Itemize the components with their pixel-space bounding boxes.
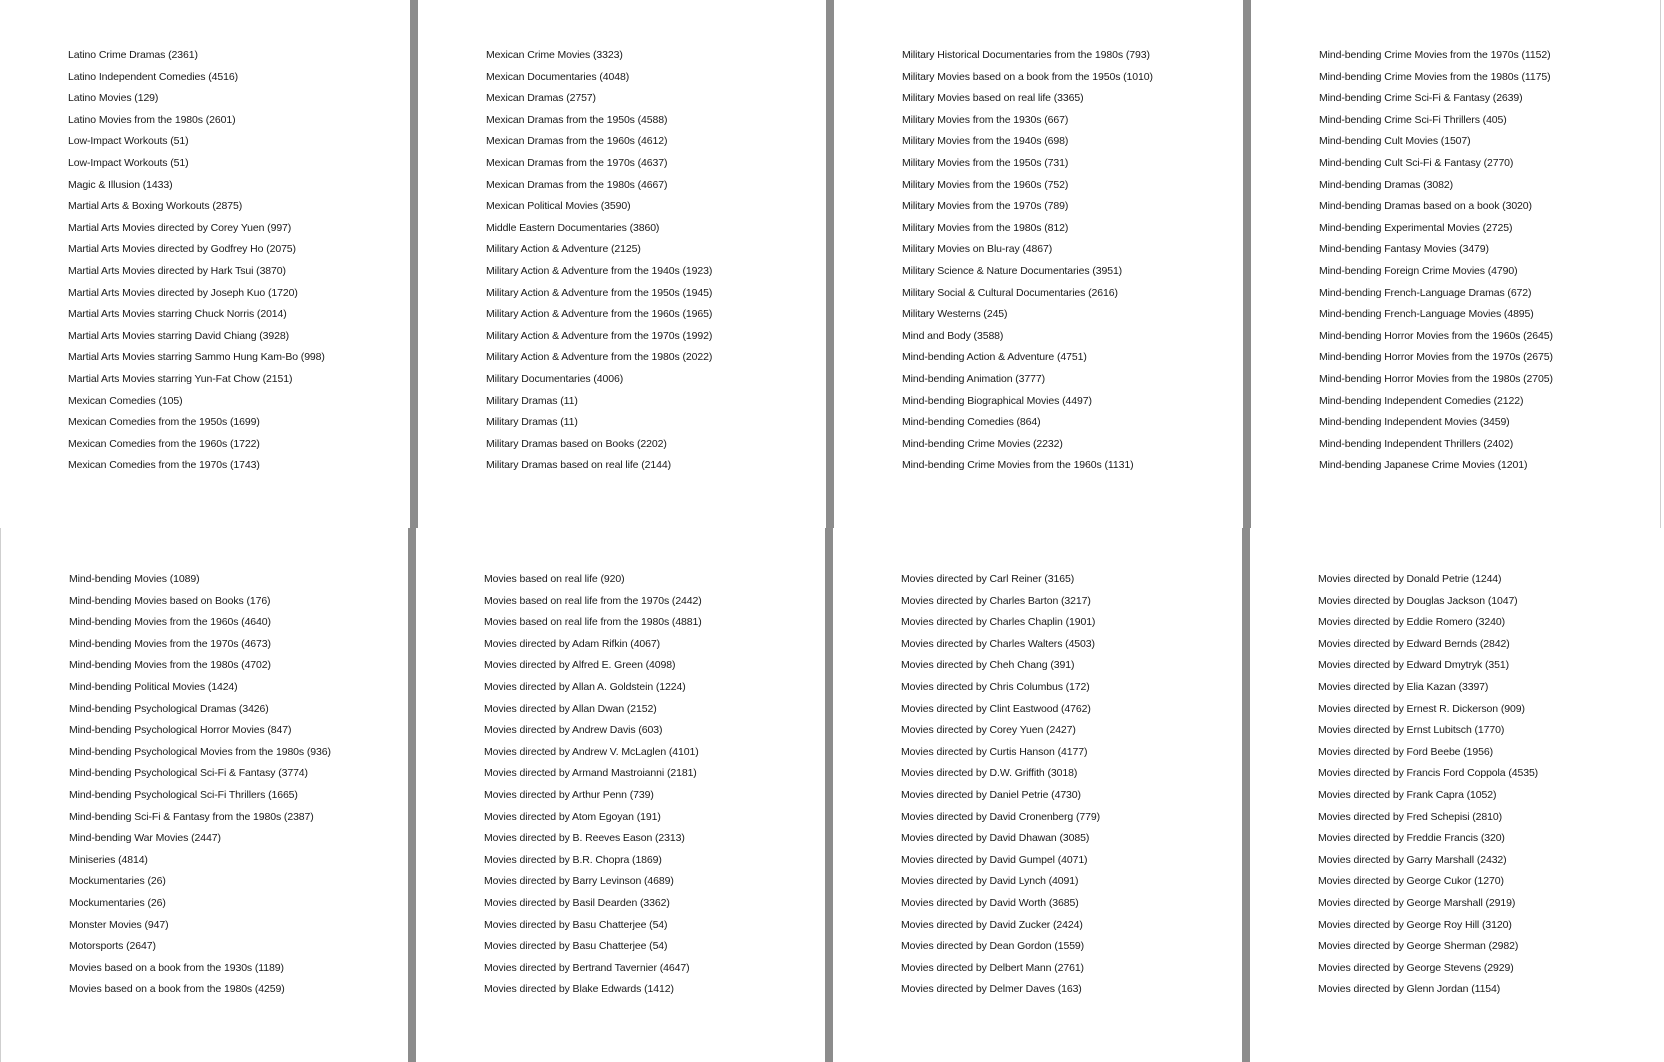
list-item: Mind-bending Crime Movies (2232) [902, 437, 1063, 450]
list-item: Mind-bending Cult Movies (1507) [1319, 135, 1471, 148]
list-item: Movies directed by George Stevens (2929) [1318, 961, 1514, 974]
list-item: Mexican Comedies from the 1960s (1722) [68, 437, 260, 450]
list-item: Movies directed by Dean Gordon (1559) [901, 940, 1085, 953]
list-item: Martial Arts & Boxing Workouts (2875) [68, 200, 243, 213]
list-item: Movies directed by Fred Schepisi (2810) [1318, 810, 1503, 823]
list-item: Mind-bending Independent Comedies (2122) [1319, 394, 1524, 407]
list-item: Mind-bending Psychological Sci-Fi Thrillers (1665) [69, 789, 298, 801]
list-item: Movies directed by Adam Rifkin (4067) [484, 637, 661, 650]
list-item: Movies based on real life from the 1970s (2442) [484, 594, 702, 607]
list-item: Movies directed by George Marshall (2919) [1318, 897, 1516, 909]
list-item: Military Documentaries (4006) [486, 373, 624, 385]
list-item: Mind-bending Dramas based on a book (3020) [1319, 200, 1532, 213]
list-item: Movies directed by D.W. Griffith (3018) [901, 767, 1078, 780]
list-item: Mockumentaries (26) [69, 897, 166, 909]
list-item: Mind-bending Psychological Sci-Fi & Fantasy (3774) [69, 767, 308, 780]
list-item: Mind-bending Horror Movies from the 1960s (2645) [1319, 329, 1553, 342]
list-item: Mind-bending Movies based on Books (176) [69, 594, 271, 607]
list-item: Military Action & Adventure from the 1940s (1923) [486, 265, 713, 277]
list-item: Mind-bending Movies from the 1970s (4673) [69, 637, 271, 650]
list-item: Mind-bending Fantasy Movies (3479) [1319, 243, 1489, 256]
document-page-3 [834, 0, 1243, 528]
list-item: Movies directed by Bertrand Tavernier (4647) [484, 961, 690, 974]
list-item: Movies directed by David Zucker (2424) [901, 918, 1083, 931]
list-item: Movies directed by Charles Barton (3217) [901, 594, 1091, 607]
list-item: Movies directed by Corey Yuen (2427) [901, 724, 1076, 737]
list-item: Movies directed by Allan Dwan (2152) [484, 702, 657, 715]
list-item: Military Action & Adventure from the 1980s (2022) [486, 351, 713, 364]
list-item: Movies directed by Donald Petrie (1244) [1318, 573, 1502, 585]
list-item: Movies directed by David Lynch (4091) [901, 875, 1079, 888]
page-gap-2 [826, 0, 834, 528]
list-item: Martial Arts Movies starring Yun-Fat Chow (2151) [68, 373, 293, 385]
list-item: Mexican Dramas from the 1950s (4588) [486, 113, 668, 126]
list-item: Military Movies on Blu-ray (4867) [902, 243, 1053, 256]
list-item: Military Dramas (11) [486, 394, 578, 407]
list-item: Mind-bending Psychological Movies from the 1980s (936) [69, 745, 331, 758]
list-item: Movies directed by Blake Edwards (1412) [484, 983, 674, 996]
page-gap-1 [410, 0, 418, 528]
list-item: Military Social & Cultural Documentaries (2616) [902, 286, 1118, 299]
list-item: Movies directed by Armand Mastroianni (2181) [484, 767, 697, 780]
list-item: Military Historical Documentaries from the 1980s (793) [902, 49, 1150, 61]
list-item: Military Movies from the 1970s (789) [902, 200, 1069, 213]
list-item: Mind-bending French-Language Movies (4895) [1319, 308, 1534, 321]
list-item: Mind and Body (3588) [902, 329, 1004, 342]
document-page-6 [416, 528, 825, 1062]
list-item: Mind-bending Foreign Crime Movies (4790) [1319, 265, 1518, 277]
list-item: Military Action & Adventure from the 1960s (1965) [486, 308, 713, 321]
list-item: Martial Arts Movies directed by Godfrey Ho (2075) [68, 243, 296, 256]
list-item: Martial Arts Movies directed by Hark Tsui (3870) [68, 265, 286, 277]
list-item: Movies directed by Basu Chatterjee (54) [484, 940, 668, 953]
list-item: Movies based on a book from the 1930s (1189) [69, 961, 284, 974]
list-item: Mind-bending Japanese Crime Movies (1201) [1319, 459, 1528, 472]
list-item: Martial Arts Movies starring Chuck Norris (2014) [68, 308, 287, 321]
page-edge-right [1660, 0, 1661, 528]
document-page-5 [1, 528, 408, 1062]
list-item: Low-Impact Workouts (51) [68, 135, 189, 148]
list-item: Mexican Crime Movies (3323) [486, 49, 623, 61]
list-item: Mexican Comedies (105) [68, 394, 183, 407]
list-item: Movies directed by Ford Beebe (1956) [1318, 745, 1493, 758]
list-item: Latino Crime Dramas (2361) [68, 49, 198, 61]
list-item: Military Action & Adventure from the 1950s (1945) [486, 286, 713, 299]
list-item: Military Science & Nature Documentaries (3951) [902, 265, 1123, 277]
list-item: Mind-bending Cult Sci-Fi & Fantasy (2770) [1319, 157, 1514, 169]
list-item: Martial Arts Movies starring David Chiang (3928) [68, 329, 290, 342]
list-item: Military Dramas based on real life (2144) [486, 459, 671, 472]
list-item: Military Action & Adventure (2125) [486, 243, 641, 256]
list-item: Movies directed by George Roy Hill (3120) [1318, 918, 1512, 931]
list-item: Movies directed by Clint Eastwood (4762) [901, 702, 1091, 715]
list-item: Mind-bending Horror Movies from the 1970s (2675) [1319, 351, 1553, 364]
list-item: Motorsports (2647) [69, 940, 156, 953]
list-item: Mind-bending Independent Thrillers (2402) [1319, 437, 1514, 450]
list-item: Movies directed by Curtis Hanson (4177) [901, 745, 1088, 758]
list-item: Mind-bending French-Language Dramas (672) [1319, 286, 1532, 299]
list-item: Movies directed by Edward Bernds (2842) [1318, 637, 1510, 650]
list-item: Military Movies based on real life (3365) [902, 92, 1084, 105]
list-item: Movies directed by Cheh Chang (391) [901, 659, 1075, 672]
list-item: Mind-bending Crime Movies from the 1980s (1175) [1319, 70, 1551, 83]
list-item: Mind-bending Comedies (864) [902, 416, 1041, 429]
list-item: Mexican Dramas from the 1970s (4637) [486, 157, 668, 169]
list-item: Mind-bending Movies from the 1960s (4640) [69, 616, 271, 629]
document-page-8 [1250, 528, 1664, 1062]
list-item: Mexican Dramas (2757) [486, 92, 596, 105]
list-item: Movies directed by B.R. Chopra (1869) [484, 853, 662, 866]
list-item: Mexican Dramas from the 1960s (4612) [486, 135, 668, 148]
list-item: Mexican Comedies from the 1970s (1743) [68, 459, 260, 472]
list-item: Mind-bending Crime Movies from the 1970s (1152) [1319, 49, 1551, 61]
list-item: Mind-bending War Movies (2447) [69, 832, 221, 845]
list-item: Military Movies from the 1930s (667) [902, 113, 1069, 126]
page-gap-5 [825, 528, 833, 1062]
list-item: Movies directed by Basil Dearden (3362) [484, 897, 670, 909]
list-item: Latino Movies from the 1980s (2601) [68, 113, 236, 126]
list-item: Movies directed by Charles Walters (4503) [901, 637, 1095, 650]
document-page-4 [1251, 0, 1660, 528]
list-item: Mind-bending Crime Movies from the 1960s (1131) [902, 459, 1134, 472]
document-page-1 [0, 0, 410, 528]
list-item: Mind-bending Action & Adventure (4751) [902, 351, 1087, 364]
list-item: Movies directed by Alfred E. Green (4098) [484, 659, 676, 672]
list-item: Mind-bending Movies (1089) [69, 573, 200, 585]
list-item: Movies directed by David Gumpel (4071) [901, 853, 1088, 866]
list-item: Mind-bending Psychological Dramas (3426) [69, 702, 269, 715]
list-item: Military Movies from the 1960s (752) [902, 178, 1069, 191]
list-item: Military Movies from the 1950s (731) [902, 157, 1069, 169]
list-item: Miniseries (4814) [69, 853, 148, 866]
list-item: Mind-bending Crime Sci-Fi & Fantasy (2639) [1319, 92, 1523, 105]
list-item: Middle Eastern Documentaries (3860) [486, 221, 660, 234]
list-item: Mexican Comedies from the 1950s (1699) [68, 416, 260, 429]
list-item: Martial Arts Movies starring Sammo Hung Kam-Bo (998) [68, 351, 325, 364]
list-item: Martial Arts Movies directed by Joseph Kuo (1720) [68, 286, 298, 299]
list-item: Movies directed by Freddie Francis (320) [1318, 832, 1505, 845]
list-item: Mind-bending Sci-Fi & Fantasy from the 1980s (2387) [69, 810, 314, 823]
document-page-2 [418, 0, 826, 528]
list-item: Movies directed by Frank Capra (1052) [1318, 789, 1497, 801]
list-item: Movies directed by Glenn Jordan (1154) [1318, 983, 1501, 996]
list-item: Latino Independent Comedies (4516) [68, 70, 238, 83]
list-item: Movies directed by Chris Columbus (172) [901, 681, 1090, 693]
list-item: Movies based on real life (920) [484, 573, 625, 585]
list-item: Mind-bending Dramas (3082) [1319, 178, 1453, 191]
list-item: Low-Impact Workouts (51) [68, 157, 189, 169]
list-item: Movies directed by Garry Marshall (2432) [1318, 853, 1507, 866]
list-item: Mind-bending Independent Movies (3459) [1319, 416, 1510, 429]
list-item: Movies directed by Allan A. Goldstein (1224) [484, 681, 686, 693]
list-item: Movies directed by Barry Levinson (4689) [484, 875, 674, 888]
list-item: Military Movies from the 1980s (812) [902, 221, 1069, 234]
list-item: Movies directed by B. Reeves Eason (2313) [484, 832, 685, 845]
list-item: Mexican Political Movies (3590) [486, 200, 631, 213]
document-page-7 [833, 528, 1242, 1062]
list-item: Movies directed by Andrew V. McLaglen (4101) [484, 745, 699, 758]
list-item: Mockumentaries (26) [69, 875, 166, 888]
list-item: Mind-bending Psychological Horror Movies (847) [69, 724, 292, 737]
list-item: Movies directed by Edward Dmytryk (351) [1318, 659, 1509, 672]
list-item: Movies directed by David Dhawan (3085) [901, 832, 1090, 845]
list-item: Movies directed by Ernst Lubitsch (1770) [1318, 724, 1505, 737]
list-item: Military Movies from the 1940s (698) [902, 135, 1069, 148]
list-item: Movies directed by David Cronenberg (779) [901, 810, 1100, 823]
list-item: Movies directed by Delbert Mann (2761) [901, 961, 1084, 974]
page-gap-6 [1242, 528, 1250, 1062]
list-item: Movies directed by Charles Chaplin (1901) [901, 616, 1096, 629]
list-item: Movies directed by Delmer Daves (163) [901, 983, 1082, 996]
list-item: Mind-bending Horror Movies from the 1980s (2705) [1319, 373, 1553, 385]
list-item: Movies directed by Arthur Penn (739) [484, 789, 654, 801]
page-gap-3 [1243, 0, 1251, 528]
list-item: Military Dramas based on Books (2202) [486, 437, 667, 450]
list-item: Military Dramas (11) [486, 416, 578, 429]
list-item: Latino Movies (129) [68, 92, 159, 105]
list-item: Movies directed by Eddie Romero (3240) [1318, 616, 1506, 629]
list-item: Mexican Documentaries (4048) [486, 70, 630, 83]
list-item: Movies directed by Douglas Jackson (1047) [1318, 594, 1518, 607]
list-item: Movies directed by Elia Kazan (3397) [1318, 681, 1489, 693]
list-item: Movies directed by Atom Egoyan (191) [484, 810, 661, 823]
page-gap-4 [408, 528, 416, 1062]
list-item: Movies directed by Daniel Petrie (4730) [901, 789, 1081, 801]
list-item: Mexican Dramas from the 1980s (4667) [486, 178, 668, 191]
list-item: Movies directed by Carl Reiner (3165) [901, 573, 1075, 585]
list-item: Movies directed by Francis Ford Coppola (4535) [1318, 767, 1539, 780]
list-item: Movies based on real life from the 1980s (4881) [484, 616, 702, 629]
list-item: Movies directed by George Cukor (1270) [1318, 875, 1504, 888]
list-item: Mind-bending Experimental Movies (2725) [1319, 221, 1513, 234]
list-item: Monster Movies (947) [69, 918, 169, 931]
list-item: Magic & Illusion (1433) [68, 178, 173, 191]
list-item: Movies directed by Basu Chatterjee (54) [484, 918, 668, 931]
list-item: Military Westerns (245) [902, 308, 1008, 321]
list-item: Mind-bending Biographical Movies (4497) [902, 394, 1092, 407]
list-item: Mind-bending Movies from the 1980s (4702) [69, 659, 271, 672]
list-item: Mind-bending Political Movies (1424) [69, 681, 238, 693]
list-item: Military Movies based on a book from the 1950s (1010) [902, 70, 1153, 83]
list-item: Mind-bending Crime Sci-Fi Thrillers (405) [1319, 113, 1507, 126]
list-item: Movies directed by Ernest R. Dickerson (909) [1318, 702, 1525, 715]
list-item: Movies based on a book from the 1980s (4259) [69, 983, 285, 996]
list-item: Movies directed by George Sherman (2982) [1318, 940, 1519, 953]
list-item: Movies directed by David Worth (3685) [901, 897, 1079, 909]
list-item: Movies directed by Andrew Davis (603) [484, 724, 663, 737]
list-item: Military Action & Adventure from the 1970s (1992) [486, 329, 713, 342]
list-item: Martial Arts Movies directed by Corey Yuen (997) [68, 221, 292, 234]
list-item: Mind-bending Animation (3777) [902, 373, 1046, 385]
